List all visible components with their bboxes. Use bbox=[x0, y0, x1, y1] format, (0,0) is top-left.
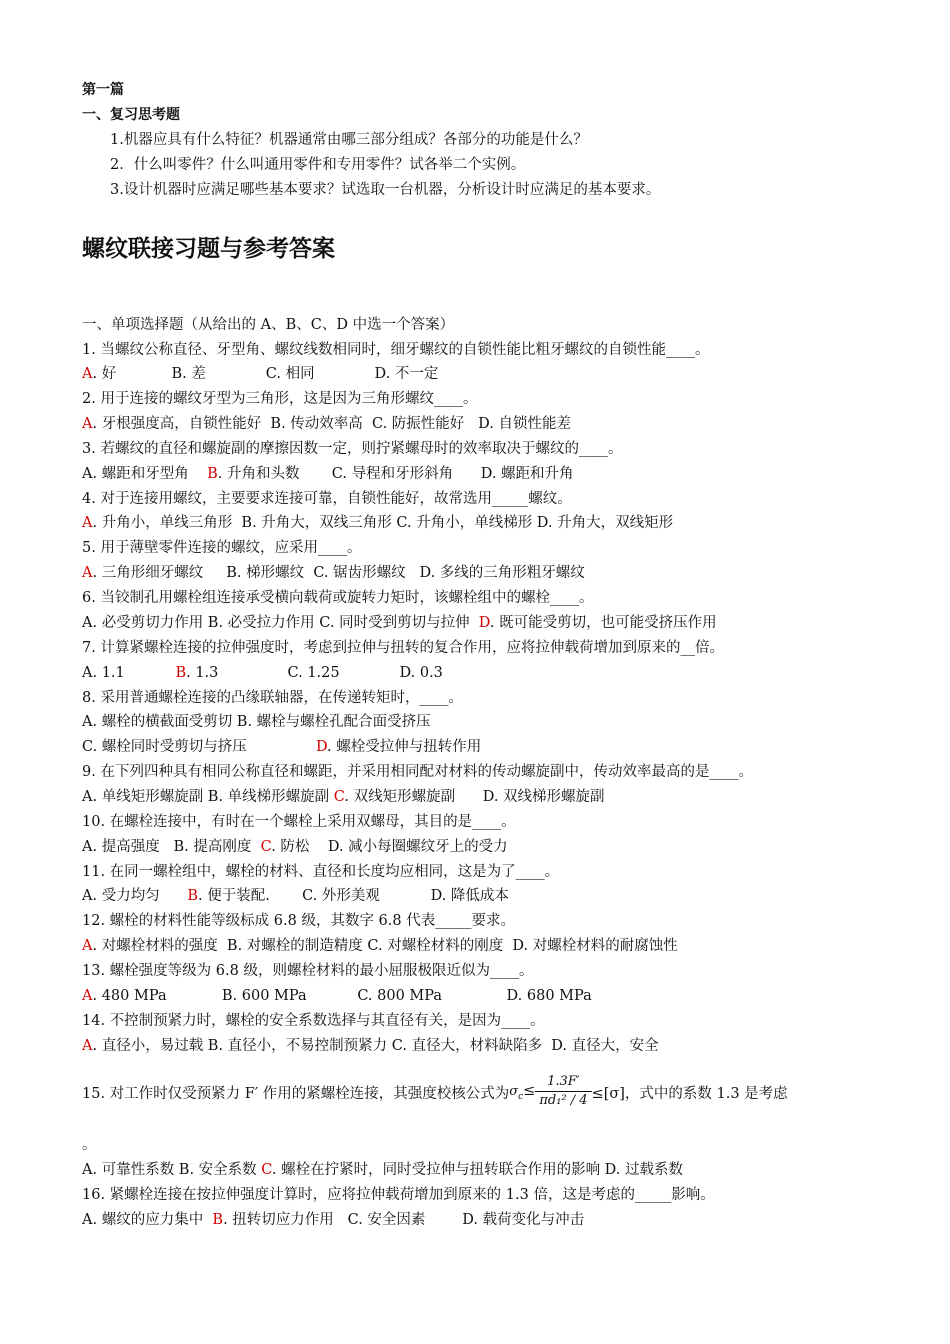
question-13: 13. 螺栓强度等级为 6.8 级，则螺栓材料的最小屈服极限近似为____。 bbox=[82, 963, 534, 979]
review-section-heading: 一、复习思考题 bbox=[82, 107, 180, 123]
options-8b: C. 螺栓同时受剪切与挤压 D. 螺栓受拉伸与扭转作用 bbox=[82, 739, 482, 755]
answer-letter: B bbox=[187, 888, 199, 904]
options-9: A. 单线矩形螺旋副 B. 单线梯形螺旋副 C. 双线矩形螺旋副 D. 双线梯形螺旋副 bbox=[82, 789, 605, 805]
question-15: 15. 对工作时仅受预紧力 F′ 作用的紧螺栓连接，其强度校核公式为$\sigma_c\le$ $\frac{1.3F'}{\text{πd₁² / 4}}$ ≤[σ]，式中的系数 1.3 是考虑 bbox=[82, 1071, 788, 1117]
review-question-2: 2．什么叫零件？什么叫通用零件和专用零件？试各举二个实例。 bbox=[110, 157, 526, 173]
question-15-cont: 。 bbox=[82, 1137, 97, 1153]
page-title: 螺纹联接习题与参考答案 bbox=[82, 236, 335, 262]
question-6: 6. 当铰制孔用螺栓组连接承受横向载荷或旋转力矩时，该螺栓组中的螺栓____。 bbox=[82, 590, 594, 606]
options-7: A. 1.1 B. 1.3 C. 1.25 D. 0.3 bbox=[82, 665, 443, 681]
question-2: 2. 用于连接的螺纹牙型为三角形，这是因为三角形螺纹____。 bbox=[82, 391, 478, 407]
answer-letter: B bbox=[207, 466, 218, 482]
options-8a: A. 螺栓的横截面受剪切 B. 螺栓与螺栓孔配合面受挤压 bbox=[82, 714, 431, 730]
review-question-3: 3.设计机器时应满足哪些基本要求？试选取一台机器，分析设计时应满足的基本要求。 bbox=[110, 182, 661, 198]
options-12: A. 对螺栓材料的强度 B. 对螺栓的制造精度 C. 对螺栓材料的刚度 D. 对螺栓材料的耐腐蚀性 bbox=[82, 938, 678, 954]
question-12: 12. 螺栓的材料性能等级标成 6.8 级，其数字 6.8 代表_____要求。 bbox=[82, 913, 515, 929]
options-3: A. 螺距和牙型角 B. 升角和头数 C. 导程和牙形斜角 D. 螺距和升角 bbox=[82, 466, 574, 482]
question-14: 14. 不控制预紧力时，螺栓的安全系数选择与其直径有关，是因为____。 bbox=[82, 1013, 545, 1029]
answer-letter: C bbox=[333, 789, 345, 805]
answer-letter: C bbox=[260, 839, 272, 855]
part-heading: 第一篇 bbox=[82, 82, 124, 98]
options-10: A. 提高强度 B. 提高刚度 C. 防松 D. 减小每圈螺纹牙上的受力 bbox=[82, 839, 508, 855]
question-5: 5. 用于薄壁零件连接的螺纹，应采用____。 bbox=[82, 540, 362, 556]
question-16: 16. 紧螺栓连接在按拉伸强度计算时，应将拉伸载荷增加到原来的 1.3 倍，这是考虑的_____影响。 bbox=[82, 1187, 715, 1203]
answer-letter: C bbox=[261, 1162, 272, 1178]
question-9: 9. 在下列四种具有相同公称直径和螺距，并采用相同配对材料的传动螺旋副中，传动效率最高的是____。 bbox=[82, 764, 753, 780]
options-13: A. 480 MPa B. 600 MPa C. 800 MPa D. 680 MPa bbox=[82, 988, 592, 1004]
question-3: 3. 若螺纹的直径和螺旋副的摩擦因数一定，则拧紧螺母时的效率取决于螺纹的____。 bbox=[82, 441, 623, 457]
strength-formula: $\sigma_c\le$ $\frac{1.3F'}{\text{πd₁² / 4}}$ bbox=[509, 1071, 591, 1117]
options-16: A. 螺纹的应力集中 B. 扭转切应力作用 C. 安全因素 D. 载荷变化与冲击 bbox=[82, 1212, 585, 1228]
options-4: A. 升角小，单线三角形 B. 升角大，双线三角形 C. 升角小，单线梯形 D. 升角大，双线矩形 bbox=[82, 515, 674, 531]
question-11: 11. 在同一螺栓组中，螺栓的材料、直径和长度均应相同，这是为了____。 bbox=[82, 864, 560, 880]
question-10: 10. 在螺栓连接中，有时在一个螺栓上采用双螺母，其目的是____。 bbox=[82, 814, 516, 830]
question-8: 8. 采用普通螺栓连接的凸缘联轴器，在传递转矩时，____。 bbox=[82, 690, 463, 706]
choice-section-heading: 一、单项选择题（从给出的 A、B、C、D 中选一个答案） bbox=[82, 317, 455, 333]
options-14: A. 直径小，易过载 B. 直径小，不易控制预紧力 C. 直径大，材料缺陷多 D. 直径大，安全 bbox=[82, 1038, 659, 1054]
options-1: A. 好 B. 差 C. 相同 D. 不一定 bbox=[82, 366, 439, 382]
answer-letter: D bbox=[478, 615, 490, 631]
options-6: A. 必受剪切力作用 B. 必受拉力作用 C. 同时受到剪切与拉伸 D. 既可能受剪切，也可能受挤压作用 bbox=[82, 615, 717, 631]
answer-letter: A bbox=[82, 515, 93, 531]
answer-letter: B bbox=[212, 1212, 224, 1228]
options-15: A. 可靠性系数 B. 安全系数 C. 螺栓在拧紧时，同时受拉伸与扭转联合作用的影响 D. 过载系数 bbox=[82, 1162, 684, 1178]
question-7: 7. 计算紧螺栓连接的拉伸强度时，考虑到拉伸与扭转的复合作用，应将拉伸载荷增加到原来的__倍。 bbox=[82, 640, 724, 656]
question-4: 4. 对于连接用螺纹，主要要求连接可靠，自锁性能好，故常选用_____螺纹。 bbox=[82, 491, 572, 507]
options-11: A. 受力均匀 B. 便于装配. C. 外形美观 D. 降低成本 bbox=[82, 888, 509, 904]
options-2: A. 牙根强度高，自锁性能好 B. 传动效率高 C. 防振性能好 D. 自锁性能差 bbox=[82, 416, 571, 432]
review-question-1: 1.机器应具有什么特征？机器通常由哪三部分组成？各部分的功能是什么？ bbox=[110, 132, 588, 148]
answer-letter: A bbox=[82, 938, 93, 954]
answer-letter: D bbox=[315, 739, 328, 755]
answer-letter: A bbox=[82, 366, 93, 382]
answer-letter: A bbox=[82, 565, 93, 581]
answer-letter: B bbox=[175, 665, 187, 681]
options-5: A. 三角形细牙螺纹 B. 梯形螺纹 C. 锯齿形螺纹 D. 多线的三角形粗牙螺纹 bbox=[82, 565, 585, 581]
answer-letter: A bbox=[82, 988, 93, 1004]
question-1: 1. 当螺纹公称直径、牙型角、螺纹线数相同时，细牙螺纹的自锁性能比粗牙螺纹的自锁性能____。 bbox=[82, 342, 710, 358]
answer-letter: A bbox=[82, 416, 93, 432]
answer-letter: A bbox=[82, 1038, 93, 1054]
